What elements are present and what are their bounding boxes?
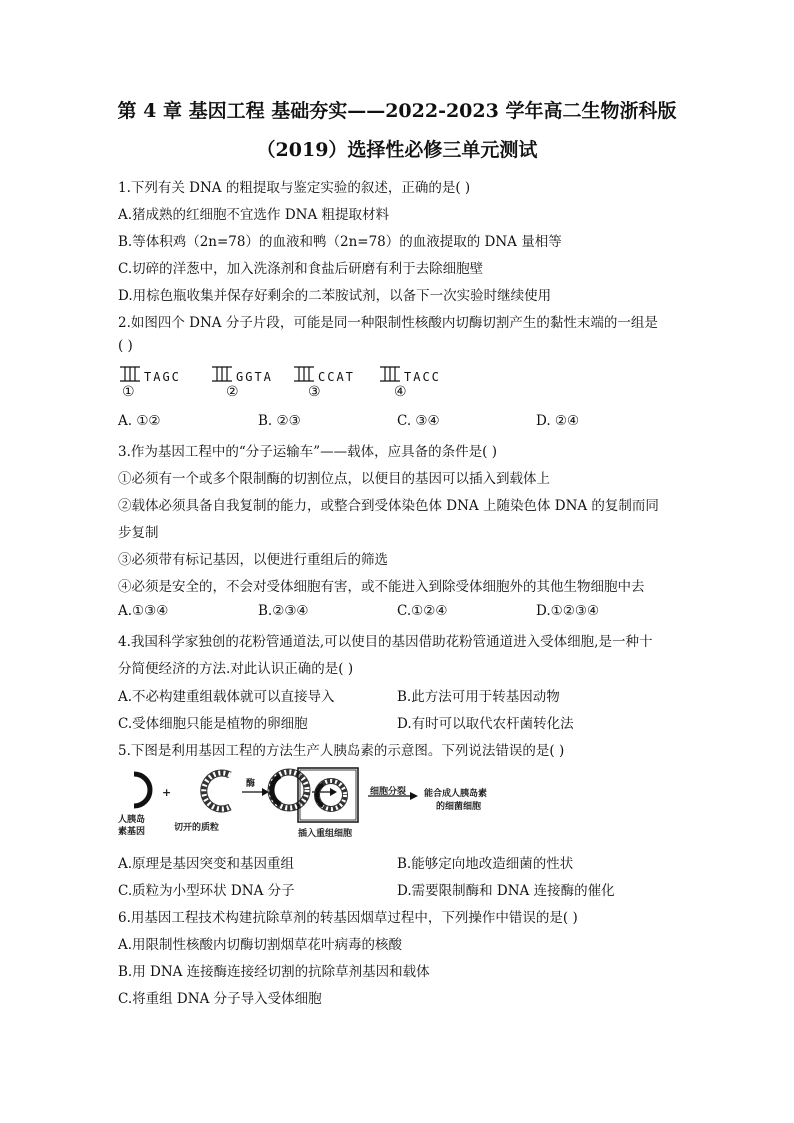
q2-stem-line-1: 2.如图四个 DNA 分子片段，可能是同一种限制性核酸内切酶切割产生的黏性末端的一组是 <box>118 315 658 331</box>
q2-option-b: B. ②③ <box>258 413 301 429</box>
cut-plasmid-icon <box>204 773 230 809</box>
document-title-line-2: （2019）选择性必修三单元测试 <box>256 139 538 161</box>
q1-option-d: D.用棕色瓶收集并保存好剩余的二苯胺试剂，以备下一次实验时继续使用 <box>118 288 552 304</box>
fragment-number: ① <box>122 384 135 400</box>
q4-stem-line-2: 分简便经济的方法.对此认识正确的是( ) <box>118 661 354 677</box>
fragment-bars-icon <box>120 366 140 382</box>
q3-option-b: B.②③④ <box>258 603 309 619</box>
q5-option-c: C.质粒为小型环状 DNA 分子 <box>118 883 295 899</box>
q3-option-c: C.①②④ <box>397 603 448 619</box>
figure-division-label: 细胞分裂 <box>370 787 407 797</box>
q2-stem-line-2: ( ) <box>118 338 133 354</box>
fragment-number: ④ <box>394 384 407 400</box>
q1-option-b: B.等体积鸡（2n=78）的血液和鸭（2n=78）的血液提取的 DNA 量相等 <box>118 234 562 250</box>
figure-bacteria-label: 插入重组细胞 <box>298 829 353 839</box>
q3-statement-2: ②载体必须具备自我复制的能力，或整合到受体染色体 DNA 上随染色体 DNA 的复制而同 <box>118 498 659 514</box>
q1-option-a: A.猪成熟的红细胞不宜选作 DNA 粗提取材料 <box>118 207 390 223</box>
q4-option-c: C.受体细胞只能是植物的卵细胞 <box>118 716 308 732</box>
figure-plus-sign: + <box>162 786 172 799</box>
fragment-sequence: TAGC <box>144 370 181 384</box>
figure-result-label-1: 能合成人胰岛素 <box>424 789 488 799</box>
q1-stem: 1.下列有关 DNA 的粗提取与鉴定实验的叙述，正确的是( ) <box>118 180 471 196</box>
figure-gene-label-2: 素基因 <box>118 827 146 837</box>
figure-gene-label-1: 人胰岛 <box>118 815 146 825</box>
q6-option-c: C.将重组 DNA 分子导入受体细胞 <box>118 991 322 1007</box>
fragment-sequence: CCAT <box>318 370 355 384</box>
fragment-sequence: GGTA <box>236 370 273 384</box>
q5-option-b: B.能够定向地改造细菌的性状 <box>397 856 574 872</box>
q6-option-b: B.用 DNA 连接酶连接经切割的抗除草剂基因和载体 <box>118 964 430 980</box>
q6-option-a: A.用限制性核酸内切酶切割烟草花叶病毒的核酸 <box>118 937 403 953</box>
recombinant-plasmid-icon <box>271 772 307 808</box>
document-title-line-1: 第 4 章 基因工程 基础夯实——2022-2023 学年高二生物浙科版 <box>117 100 677 122</box>
q5-stem: 5.下图是利用基因工程的方法生产人胰岛素的示意图。下列说法错误的是( ) <box>118 743 565 759</box>
fragment-number: ② <box>226 384 239 400</box>
dna-fragment-4 <box>380 366 470 406</box>
fragment-bars-icon <box>294 366 314 382</box>
q4-option-a: A.不必构建重组载体就可以直接导入 <box>118 689 335 705</box>
figure-result-label-2: 的细菌细胞 <box>436 802 482 812</box>
q2-option-d: D. ②④ <box>536 413 580 429</box>
q3-statement-3: ③必须带有标记基因，以便进行重组后的筛选 <box>118 552 388 568</box>
q2-option-a: A. ①② <box>118 413 161 429</box>
q3-statement-1: ①必须有一个或多个限制酶的切割位点，以便目的基因可以插入到载体上 <box>118 471 550 487</box>
gene-arc-icon <box>134 774 150 806</box>
fragment-sequence: TACC <box>404 370 441 384</box>
q1-option-c: C.切碎的洋葱中，加入洗涤剂和食盐后研磨有利于去除细胞壁 <box>118 261 484 277</box>
q5-option-a: A.原理是基因突变和基因重组 <box>118 856 295 872</box>
q4-stem-line-1: 4.我国科学家独创的花粉管通道法,可以使目的基因借助花粉管通道进入受体细胞,是一种十 <box>118 634 653 650</box>
dna-fragment-3 <box>294 366 384 406</box>
q3-statement-4: ④必须是安全的，不会对受体细胞有害，或不能进入到除受体细胞外的其他生物细胞中去 <box>118 579 645 595</box>
figure-enzyme-label: 酶 <box>246 779 256 789</box>
q5-option-d: D.需要限制酶和 DNA 连接酶的催化 <box>397 883 615 899</box>
q3-option-d: D.①②③④ <box>536 603 600 619</box>
fragment-bars-icon <box>380 366 400 382</box>
dna-fragment-2 <box>212 366 302 406</box>
fragment-number: ③ <box>308 384 321 400</box>
q2-option-c: C. ③④ <box>397 413 440 429</box>
q3-option-a: A.①③④ <box>118 603 169 619</box>
q6-stem: 6.用基因工程技术构建抗除草剂的转基因烟草过程中，下列操作中错误的是( ) <box>118 910 578 926</box>
dna-fragment-1 <box>120 366 210 406</box>
q4-option-d: D.有时可以取代农杆菌转化法 <box>397 716 574 732</box>
fragment-bars-icon <box>212 366 232 382</box>
q3-stem: 3.作为基因工程中的“分子运输车”——载体，应具备的条件是( ) <box>118 444 498 460</box>
figure-plasmid-label: 切开的质粒 <box>174 823 220 833</box>
insulin-engineering-figure <box>118 762 518 842</box>
q3-statement-2-cont: 步复制 <box>118 525 159 541</box>
q4-option-b: B.此方法可用于转基因动物 <box>397 689 560 705</box>
